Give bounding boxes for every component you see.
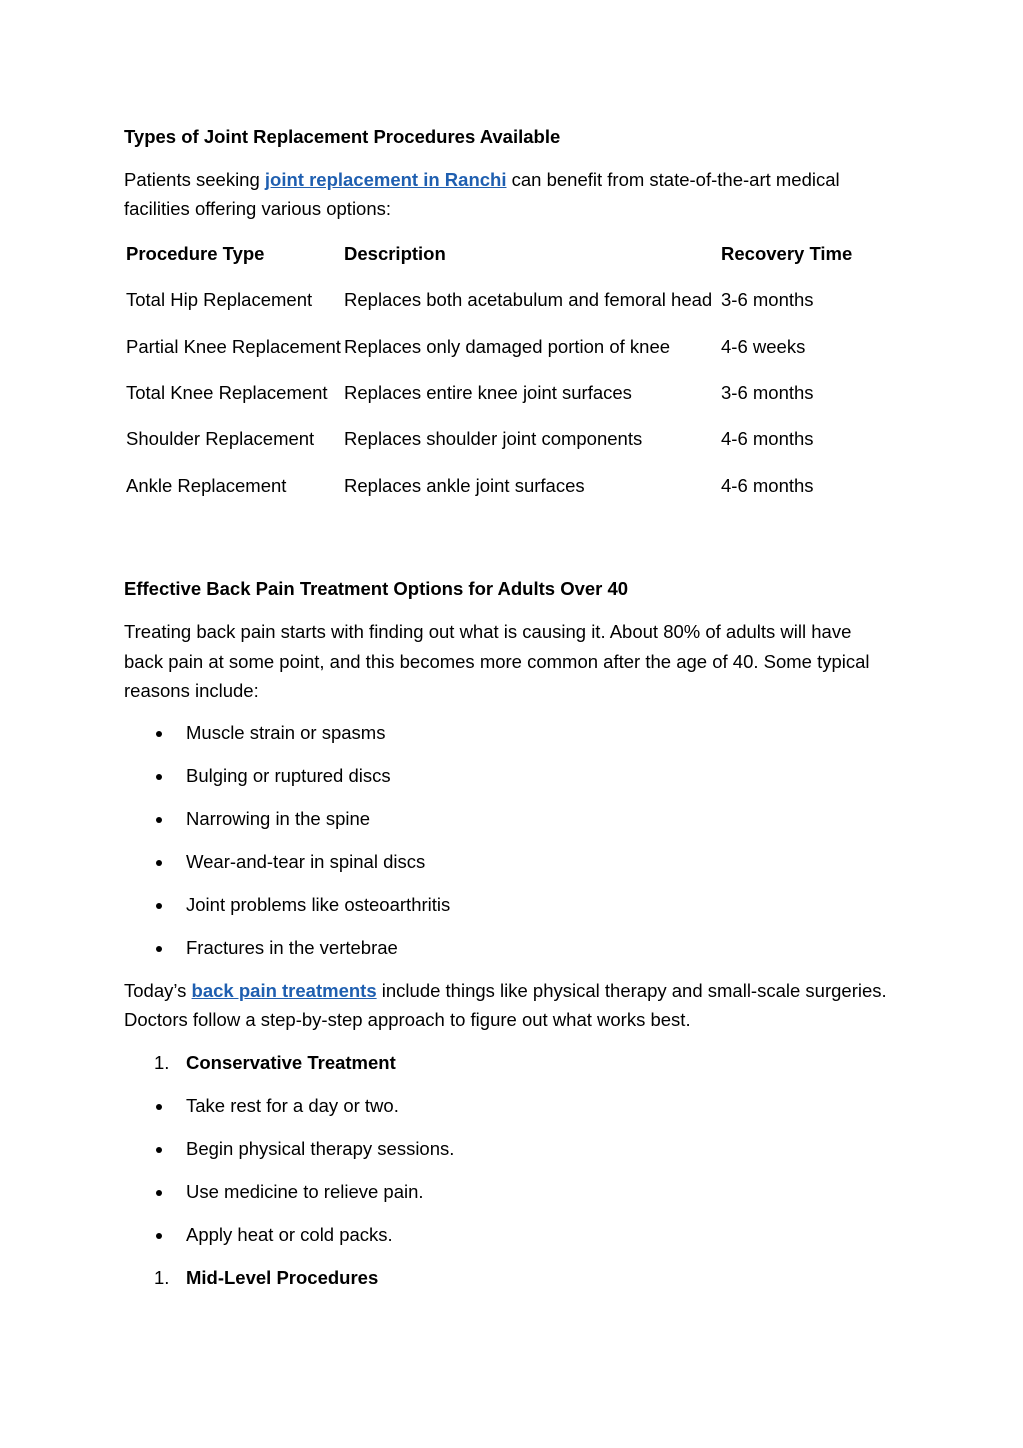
treatments-paragraph-line2: Doctors follow a step-by-step approach to figure out what works best. (124, 1009, 691, 1030)
bullet-icon (156, 1104, 162, 1110)
bullet-icon (156, 1190, 162, 1196)
back-pain-paragraph-line1: Treating back pain starts with finding out what is causing it. About 80% of adults will have (124, 621, 852, 642)
list-item: Bulging or ruptured discs (186, 765, 391, 786)
bullet-icon (156, 774, 162, 780)
table-cell-recovery: 3-6 months (721, 382, 814, 403)
back-pain-paragraph-line3: reasons include: (124, 680, 259, 701)
list-item: Wear-and-tear in spinal discs (186, 851, 426, 872)
list-number: 1. (154, 1052, 170, 1073)
table-header-procedure: Procedure Type (126, 243, 265, 264)
list-number: 1. (154, 1267, 170, 1288)
bullet-icon (156, 903, 162, 909)
list-item: Apply heat or cold packs. (186, 1224, 393, 1245)
table-cell-procedure: Total Knee Replacement (126, 382, 328, 403)
table-header-description: Description (344, 243, 446, 264)
intro-paragraph-line2: facilities offering various options: (124, 198, 392, 219)
back-pain-treatments-link[interactable]: back pain treatments (191, 980, 377, 1001)
treatments-text-after: include things like physical therapy and small-scale surgeries. (376, 980, 887, 1001)
list-item: Muscle strain or spasms (186, 722, 386, 743)
list-item: Take rest for a day or two. (186, 1095, 399, 1116)
table-cell-description: Replaces shoulder joint components (344, 428, 643, 449)
step-title-mid-level: Mid-Level Procedures (186, 1267, 379, 1288)
table-cell-description: Replaces ankle joint surfaces (344, 475, 585, 496)
treatments-text: Today’s (124, 980, 192, 1001)
table-cell-description: Replaces both acetabulum and femoral head (344, 289, 713, 310)
list-item: Joint problems like osteoarthritis (186, 894, 451, 915)
bullet-icon (156, 860, 162, 866)
list-item: Begin physical therapy sessions. (186, 1138, 455, 1159)
table-cell-recovery: 4-6 months (721, 428, 814, 449)
joint-replacement-link[interactable]: joint replacement in Ranchi (264, 169, 507, 190)
intro-text-after: can benefit from state-of-the-art medical (506, 169, 840, 190)
table-cell-procedure: Shoulder Replacement (126, 428, 315, 449)
table-cell-description: Replaces entire knee joint surfaces (344, 382, 632, 403)
list-item: Use medicine to relieve pain. (186, 1181, 424, 1202)
step-title-conservative: Conservative Treatment (186, 1052, 396, 1073)
list-item: Narrowing in the spine (186, 808, 371, 829)
treatments-paragraph-line1 (124, 979, 887, 1003)
list-item: Fractures in the vertebrae (186, 937, 398, 958)
bullet-icon (156, 946, 162, 952)
intro-text: Patients seeking (124, 169, 265, 190)
table-cell-description: Replaces only damaged portion of knee (344, 336, 671, 357)
bullet-icon (156, 731, 162, 737)
table-cell-recovery: 4-6 weeks (721, 336, 806, 357)
section-heading-joint-replacement: Types of Joint Replacement Procedures Available (124, 126, 561, 147)
bullet-icon (156, 1147, 162, 1153)
section-heading-back-pain: Effective Back Pain Treatment Options for Adults Over 40 (124, 578, 629, 599)
back-pain-paragraph-line2: back pain at some point, and this becomes more common after the age of 40. Some typical (124, 651, 870, 672)
table-cell-procedure: Ankle Replacement (126, 475, 287, 496)
bullet-icon (156, 1233, 162, 1239)
table-cell-recovery: 3-6 months (721, 289, 814, 310)
bullet-icon (156, 817, 162, 823)
table-header-recovery: Recovery Time (721, 243, 853, 264)
table-cell-recovery: 4-6 months (721, 475, 814, 496)
intro-paragraph-line1 (124, 168, 840, 192)
table-cell-procedure: Partial Knee Replacement (126, 336, 341, 357)
table-cell-procedure: Total Hip Replacement (126, 289, 313, 310)
